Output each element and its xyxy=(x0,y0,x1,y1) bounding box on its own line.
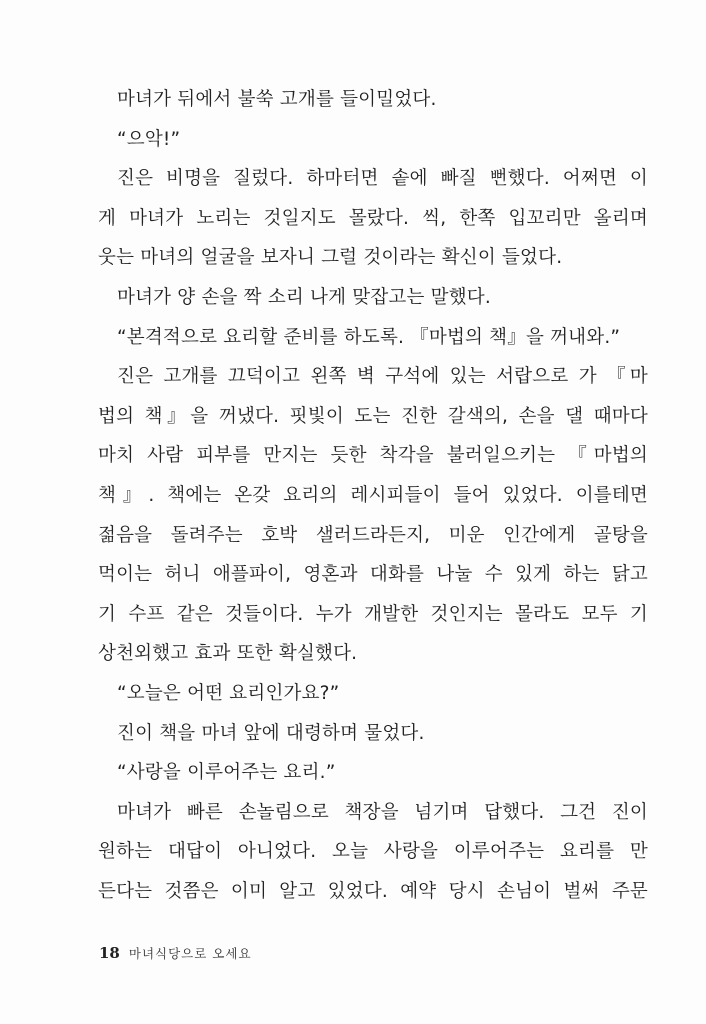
text-line: 웃는 마녀의 얼굴을 보자니 그럴 것이라는 확신이 들었다. xyxy=(98,247,563,269)
text-line: 마녀가 양 손을 짝 소리 나게 맞잡고는 말했다. xyxy=(117,286,491,308)
text-line: 상천외했고 효과 또한 확실했다. xyxy=(98,643,358,665)
text-line: 책』. 책에는 온갖 요리의 레시피들이 들어 있었다. 이를테면 xyxy=(98,484,648,506)
text-line: 진은 비명을 질렀다. 하마터면 솥에 빠질 뻔했다. 어쩌면 이 xyxy=(117,168,648,190)
text-line: 원하는 대답이 아니었다. 오늘 사랑을 이루어주는 요리를 만 xyxy=(98,841,648,863)
text-line: 기 수프 같은 것들이다. 누가 개발한 것인지는 몰라도 모두 기 xyxy=(98,603,648,625)
text-line: 마녀가 빠른 손놀림으로 책장을 넘기며 답했다. 그건 진이 xyxy=(117,801,648,823)
text-line: “본격적으로 요리할 준비를 하도록. 『마법의 책』을 꺼내와.” xyxy=(117,326,621,348)
text-line: 게 마녀가 노리는 것일지도 몰랐다. 씩, 한쪽 입꼬리만 올리며 xyxy=(98,207,648,229)
text-line: 법의 책』을 꺼냈다. 핏빛이 도는 진한 갈색의, 손을 댈 때마다 xyxy=(98,405,648,427)
text-line: “오늘은 어떤 요리인가요?” xyxy=(117,682,340,704)
text-line: “으악!” xyxy=(117,128,181,150)
body-text xyxy=(98,80,648,911)
text-line: 젊음을 돌려주는 호박 샐러드라든지, 미운 인간에게 골탕을 xyxy=(98,524,648,546)
text-line: 든다는 것쯤은 이미 알고 있었다. 예약 당시 손님이 벌써 주문 xyxy=(98,880,648,902)
text-line: “사랑을 이루어주는 요리.” xyxy=(117,762,336,784)
page-number: 18 xyxy=(99,944,120,962)
text-line: 진은 고개를 끄덕이고 왼쪽 벽 구석에 있는 서랍으로 가 『마 xyxy=(117,366,648,388)
page-footer xyxy=(99,944,252,962)
text-line: 진이 책을 마녀 앞에 대령하며 물었다. xyxy=(117,722,425,744)
text-line: 마녀가 뒤에서 불쑥 고개를 들이밀었다. xyxy=(117,89,437,110)
running-title: 마녀식당으로 오세요 xyxy=(128,946,252,961)
text-line: 먹이는 허니 애플파이, 영혼과 대화를 나눌 수 있게 하는 닭고 xyxy=(98,564,648,586)
text-line: 마치 사람 피부를 만지는 듯한 착각을 불러일으키는 『마법의 xyxy=(98,445,648,467)
